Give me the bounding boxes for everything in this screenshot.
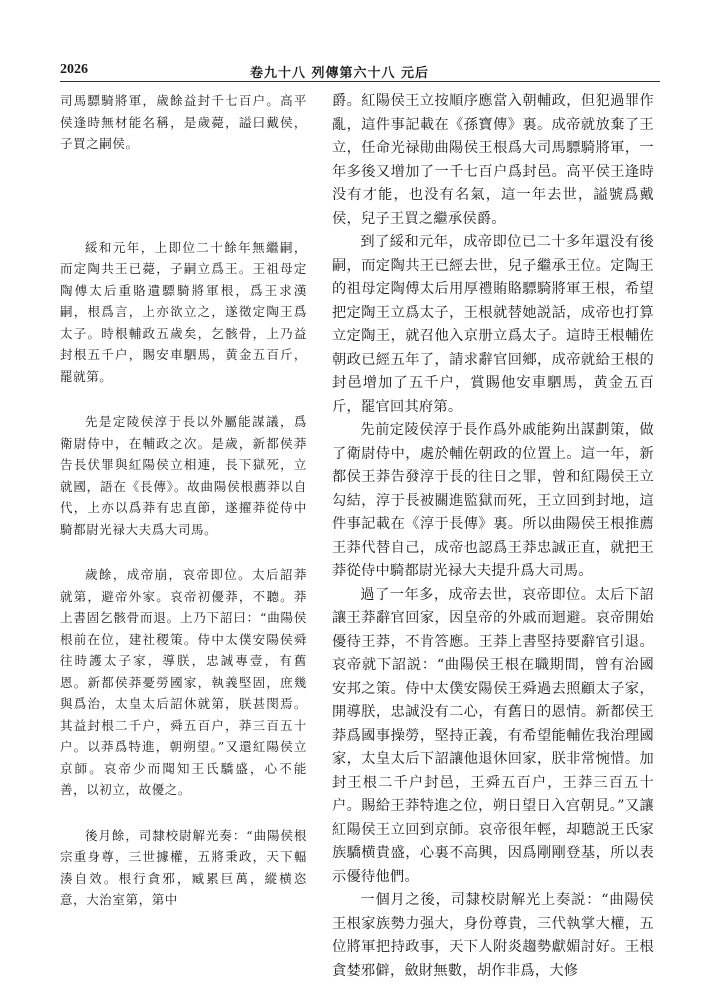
original-paragraph: 先是定陵侯淳于長以外屬能謀議，爲衛尉侍中，在輔政之次。是歲，新都侯莽告長伏罪與紅陽侯立相連，長下獄死，立就國，語在《長傳》。故曲陽侯根薦莽以自代，上亦以爲莽有忠直節，遂擢莽從侍中騎都尉光禄大夫爲大司馬。	[60, 414, 307, 537]
paragraph-gap	[60, 387, 307, 411]
running-title: 卷九十八 列傳第六十八 元后	[250, 66, 430, 81]
original-paragraph: 後月餘，司隸校尉解光奏：“曲陽侯根宗重身尊，三世據權，五將秉政，天下輻湊自效。根行貪邪，臧累巨萬，縱横恣意，大治室第，第中	[60, 827, 307, 907]
page-number: 2026	[60, 62, 88, 77]
translation-paragraph: 爵。紅陽侯王立按順序應當入朝輔政，但犯過罪作亂，這件事記載在《孫寶傳》裏。成帝就放棄了王立，任命光禄勛曲陽侯王根爲大司馬驃騎將軍，一年多後又增加了一千七百户爲封邑。高平侯王逢時没有才能，也没有名氣，這一年去世，謚號爲戴侯，兒子王買之繼承侯爵。	[332, 93, 654, 227]
original-paragraph: 綏和元年，上即位二十餘年無繼嗣，而定陶共王已薨，子嗣立爲王。王祖母定陶傅太后重賂遺驃騎將軍根，爲王求漢嗣，根爲言，上亦欲立之，遂徵定陶王爲太子。時根輔政五歲矣，乞骸骨，上乃益封根五千户，賜安車駟馬，黄金五百斤，罷就第。	[60, 239, 307, 384]
translation-paragraph: 先前定陵侯淳于長作爲外戚能夠出謀劃策，做了衛尉侍中，處於輔佐朝政的位置上。這一年，新都侯王莽告發淳于長的往日之罪，曾和紅陽侯王立勾結，淳于長被關進監獄而死，王立回到封地，這件事記載在《淳于長傳》裏。所以曲陽侯王根推薦王莽代替自己，成帝也認爲王莽忠誠正直，就把王莽從侍中騎都尉光禄大夫提升爲大司馬。	[332, 422, 654, 579]
paragraph-gap	[60, 801, 307, 825]
section-gap	[60, 155, 307, 237]
translation-paragraph: 過了一年多，成帝去世，哀帝即位。太后下詔讓王莽辭官回家，因皇帝的外戚而迴避。哀帝開始優待王莽，不肯答應。王莽上書堅持要辭官引退。哀帝就下詔説：“曲陽侯王根在職期間，曾有治國安邦之策。侍中太僕安陽侯王舜過去照顧太子家，開導朕，忠誠没有二心，有舊日的恩情。新都侯王莽爲國事操勞，堅持正義，有希望能輔佐我治理國家，太皇太后下詔讓他退休回家，朕非常惋惜。加封王根二千户封邑，王舜五百户，王莽三百五十户。賜給王莽特進之位，朔日望日入宫朝見。”又讓紅陽侯王立回到京師。哀帝很年輕，却聽説王氏家族驕横貴盛，心裏不高興，因爲剛剛登基，所以表示優待他們。	[332, 586, 654, 885]
original-paragraph: 歲餘，成帝崩，哀帝即位。太后詔莽就第，避帝外家。哀帝初優莽，不聽。莽上書固乞骸骨而退。上乃下詔曰：“曲陽侯根前在位，建社稷策。侍中太僕安陽侯舜往時護太子家，導朕，忠誠專壹，有舊恩。新都侯莽憂勞國家，執義堅固，庶幾與爲治，太皇太后詔休就第，朕甚閔焉。其益封根二千户，舜五百户，莽三百五十户。以莽爲特進，朝朔望。”又還紅陽侯立京師。哀帝少而聞知王氏驕盛，心不能善，以初立，故優之。	[60, 567, 307, 797]
paragraph-gap	[60, 540, 307, 564]
original-paragraph: 司馬驃騎將軍，歲餘益封千七百户。高平侯逢時無材能名稱，是歲薨，謚曰戴侯，子買之嗣侯。	[60, 93, 307, 151]
header-rule	[60, 81, 660, 82]
translation-paragraph: 一個月之後，司隸校尉解光上奏説：“曲陽侯王根家族勢力强大，身份尊貴，三代執掌大權，五位將軍把持政事，天下人附炎趨勢獻媚討好。王根貪婪邪僻，斂財無數，胡作非爲，大修	[332, 892, 654, 979]
translation-text-column	[332, 90, 654, 983]
translation-paragraph: 到了綏和元年，成帝即位已二十多年還没有後嗣，而定陶共王已經去世，兒子繼承王位。定陶王的祖母定陶傅太后用厚禮賄賂驃騎將軍王根，希望把定陶王立爲太子，王根就替她説話，成帝也打算立定陶王，就召他入京册立爲太子。這時王根輔佐朝政已經五年了，請求辭官回鄉，成帝就給王根的封邑增加了五千户，賞賜他安車駟馬，黄金五百斤，罷官回其府第。	[332, 234, 654, 415]
page-header	[0, 0, 716, 80]
original-text-column	[60, 90, 307, 911]
